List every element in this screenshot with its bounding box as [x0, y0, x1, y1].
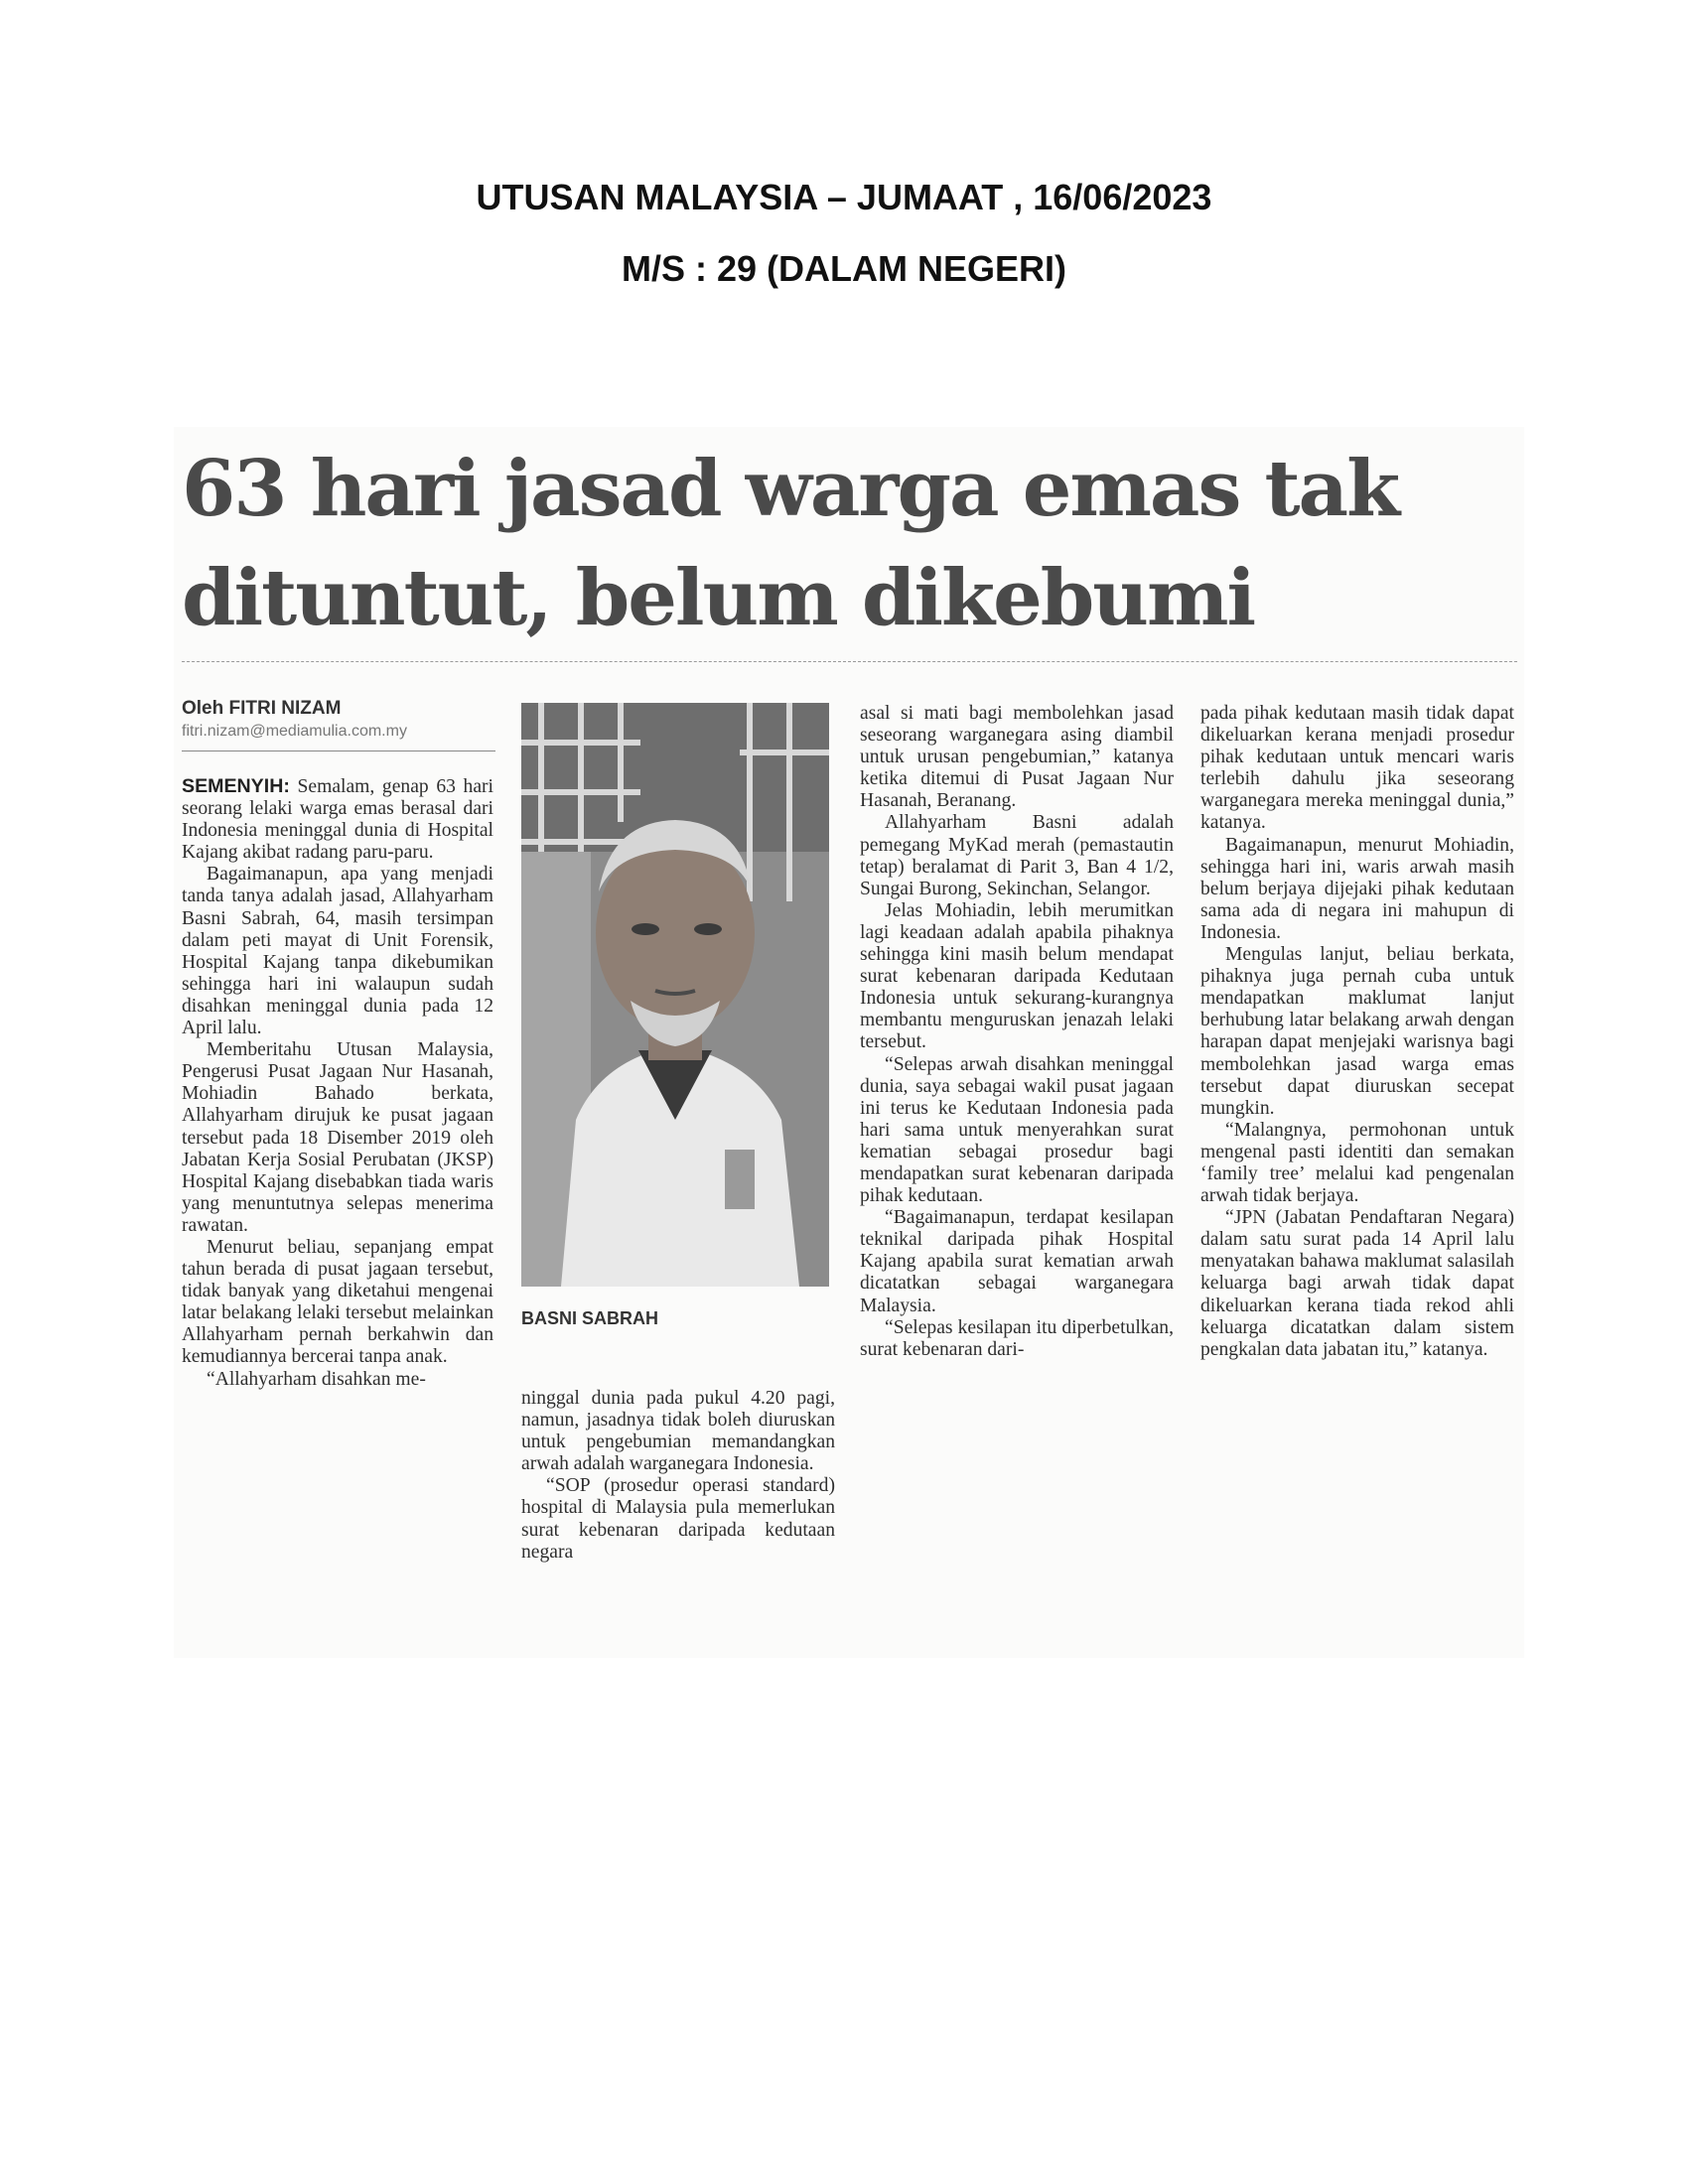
article-paragraph: “Allahyarham disahkan me-: [207, 1368, 426, 1390]
byline-email: fitri.nizam@mediamulia.com.my: [182, 723, 407, 740]
article-paragraph: Allahyarham Basni adalah pemegang MyKad merah (pemastautin tetap) beralamat di Parit 3, Ban 4 1/2, Sungai Burong, Sekinchan, Selangor.: [860, 812, 1174, 899]
article-headline: [182, 435, 1532, 653]
article-paragraph: “Selepas kesilapan itu diperbetulkan, surat kebenaran dari-: [860, 1316, 1174, 1360]
page-header-date: UTUSAN MALAYSIA – JUMAAT , 16/06/2023: [476, 177, 1212, 217]
article-column-3: [860, 703, 1174, 1361]
article-paragraph: “Bagaimanapun, terdapat kesilapan teknikal daripada pihak Hospital Kajang apabila surat kematian arwah dicatatkan sebagai warganegara Malaysia.: [860, 1207, 1174, 1316]
article-paragraph: Bagaimanapun, apa yang menjadi tanda tanya adalah jasad, Allahyarham Basni Sabrah, 64, masih tersimpan dalam peti mayat di Unit Forensik, Hospital Kajang tanpa dikebumikan sehingga hari ini walaupun sudah disahkan meninggal dunia pada 12 April lalu.: [182, 864, 493, 1039]
article-column-2: [521, 1388, 835, 1564]
lead-text: Semalam, genap 63 hari seorang lelaki warga emas berasal dari Indonesia meninggal dunia di Hospital Kajang akibat radang paru-paru.: [182, 776, 493, 864]
article-paragraph: “SOP (prosedur operasi standard) hospital di Malaysia pula memerlukan surat kebenaran daripada kedutaan negara: [521, 1475, 835, 1563]
article-paragraph: Menurut beliau, sepanjang empat tahun berada di pusat jagaan tersebut, tidak banyak yang diketahui mengenai latar belakang lelaki tersebut melainkan Allahyarham pernah berkahwin dan kemudiannya bercerai tanpa anak.: [182, 1236, 493, 1368]
article-paragraph: “JPN (Jabatan Pendaftaran Negara) dalam satu surat pada 14 April lalu menyatakan bahawa maklumat salasilah keluarga bagi arwah tidak dapat dikeluarkan kerana tiada rekod ahli keluarga dicatatkan dalam sistem pengkalan data jabatan itu,” katanya.: [1200, 1207, 1514, 1360]
byline: Oleh FITRI NIZAM: [182, 698, 342, 719]
article-paragraph: ninggal dunia pada pukul 4.20 pagi, namun, jasadnya tidak boleh diuruskan untuk pengebumian memandangkan arwah adalah warganegara Indonesia.: [521, 1388, 835, 1475]
article-column-1: [182, 775, 493, 1391]
article-paragraph: Jelas Mohiadin, lebih merumitkan lagi keadaan adalah apabila pihaknya sehingga kini masih belum mendapat surat kebenaran daripada Kedutaan Indonesia untuk sekurang-kurangnya membantu menguruskan jenazah lelaki tersebut.: [860, 899, 1174, 1053]
article-paragraph: [182, 775, 493, 864]
dateline: SEMENYIH:: [182, 775, 290, 797]
article-paragraph: Bagaimanapun, menurut Mohiadin, sehingga hari ini, waris arwah masih belum berjaya dijejaki pihak kedutaan sama ada di negara ini mahupun di Indonesia.: [1200, 834, 1514, 943]
article-paragraph: “Selepas arwah disahkan meninggal dunia, saya sebagai wakil pusat jagaan ini terus ke Kedutaan Indonesia pada hari sama untuk menyerahkan surat kematian sebagai prosedur bagi mendapatkan surat kebenaran daripada pihak kedutaan.: [860, 1053, 1174, 1207]
page-header-section: M/S : 29 (DALAM NEGERI): [621, 248, 1066, 289]
article-paragraph: “Malangnya, permohonan untuk mengenal pasti identiti dan semakan ‘family tree’ melalui kad pengenalan arwah tidak berjaya.: [1200, 1119, 1514, 1207]
headline-line-1: 63 hari jasad warga emas tak: [182, 444, 1399, 534]
headline-divider: [182, 661, 1517, 662]
portrait-photo: [521, 703, 829, 1287]
article-paragraph: Mengulas lanjut, beliau berkata, pihaknya juga pernah cuba untuk mendapatkan maklumat lanjut berhubung latar belakang arwah dengan harapan dapat menjejaki warisnya bagi membolehkan jasad warga emas tersebut dapat diuruskan secepat mungkin.: [1200, 944, 1514, 1119]
article-paragraph: Memberitahu Utusan Malaysia, Pengerusi Pusat Jagaan Nur Hasanah, Mohiadin Bahado berkata, Allahyarham dirujuk ke pusat jagaan tersebut pada 18 Disember 2019 oleh Jabatan Kerja Sosial Perubatan (JKSP) Hospital Kajang disebabkan tiada waris yang menuntutnya selepas menerima rawatan.: [182, 1039, 493, 1236]
photo-caption: BASNI SABRAH: [521, 1308, 659, 1328]
portrait-illustration: [521, 703, 829, 1287]
headline-line-2: dituntut, belum dikebumi: [182, 553, 1255, 643]
article-paragraph: asal si mati bagi membolehkan jasad seseorang warganegara asing diambil untuk urusan pengebumian,” katanya ketika ditemui di Pusat Jagaan Nur Hasanah, Beranang.: [860, 703, 1174, 812]
article-paragraph: pada pihak kedutaan masih tidak dapat dikeluarkan kerana menjadi prosedur pihak kedutaan untuk mencari waris terlebih dahulu jika seseorang warganegara mereka meninggal dunia,” katanya.: [1200, 703, 1514, 834]
article-column-4: [1200, 703, 1514, 1361]
